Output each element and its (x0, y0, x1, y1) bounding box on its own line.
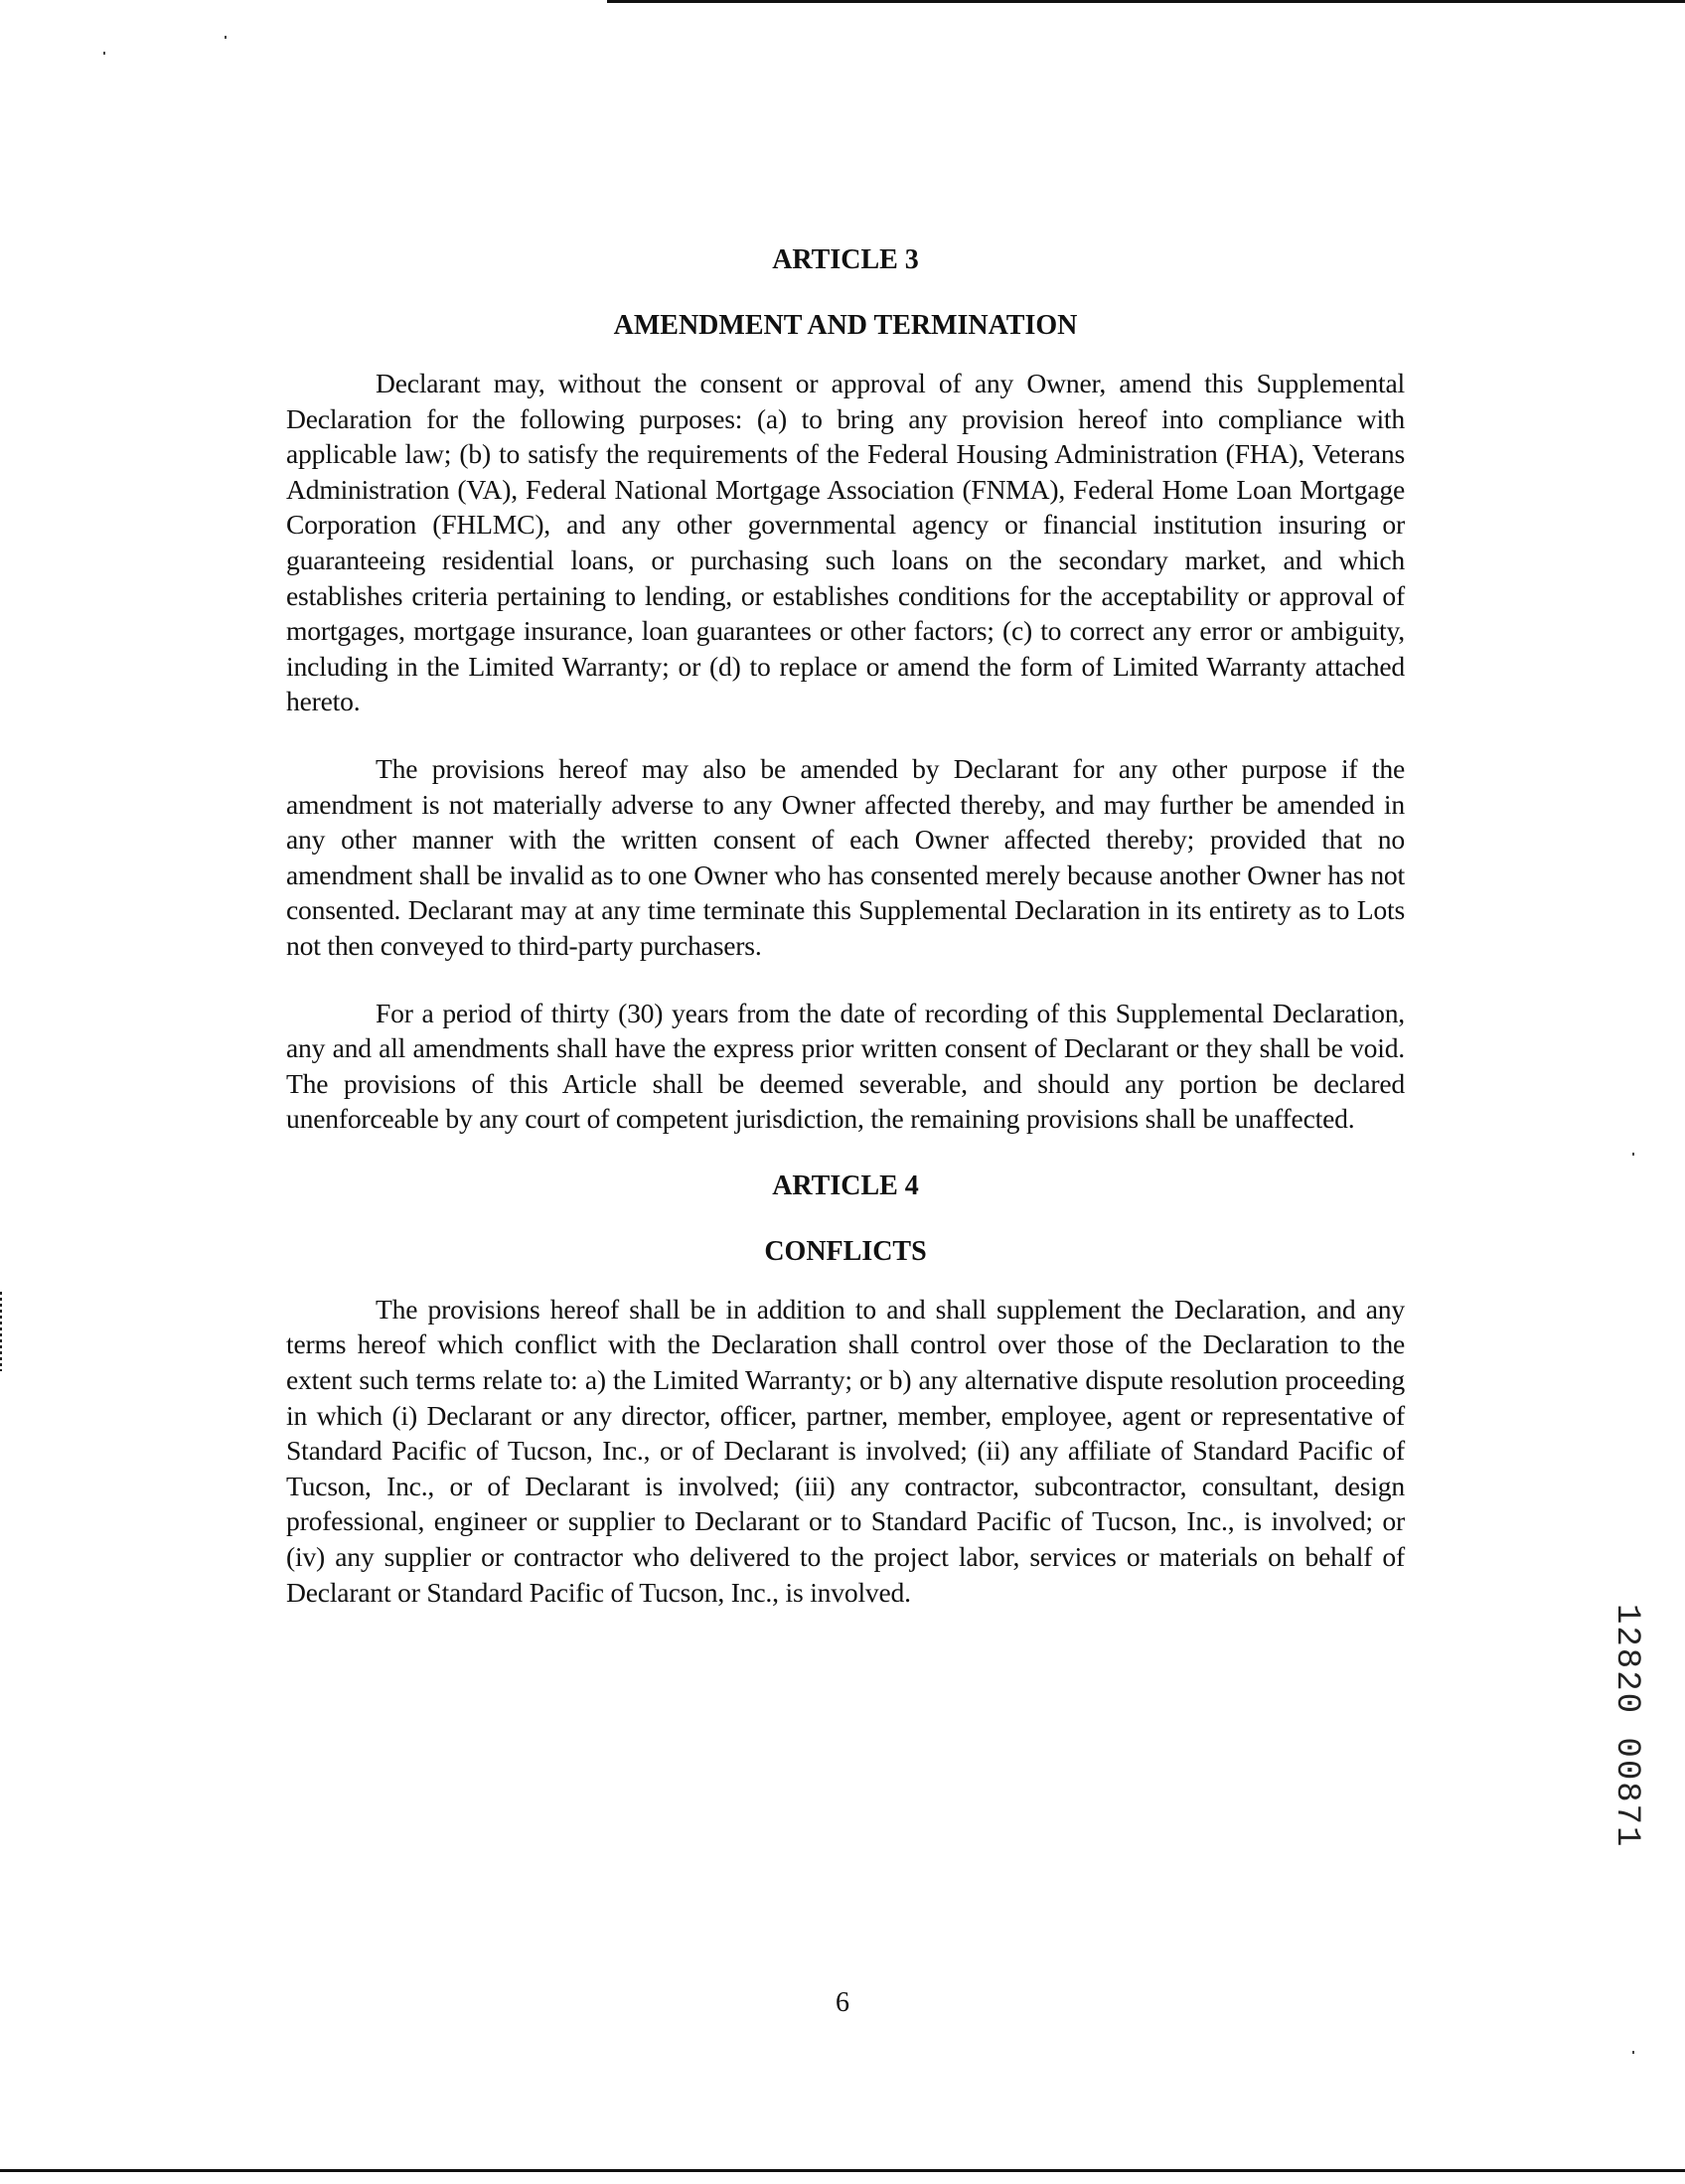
article-4-title: CONFLICTS (764, 1235, 927, 1267)
bottom-scan-border (0, 2169, 1685, 2172)
scan-speck (103, 52, 105, 55)
article-4-heading: ARTICLE 4 (772, 1170, 919, 1201)
scan-speck (1632, 1153, 1634, 1156)
scan-speck (1632, 2051, 1634, 2054)
article-3-title: AMENDMENT AND TERMINATION (613, 310, 1078, 341)
left-scan-edge (0, 1292, 2, 1371)
article-3-paragraph-2: The provisions hereof may also be amended by Declarant for any other purpose if the amendment is not materially adverse to any Owner affected thereby, and may further be amended in any other manner with the written consent of each Owner affected thereby; provided that no amendment shall be invalid as to one Owner who has consented merely because another Owner has not consented. Declarant may at any time terminate this Supplemental Declaration in its entirety as to Lots not then conveyed to third-party purchasers. (286, 752, 1405, 961)
article-4-paragraph-1: The provisions hereof shall be in addition to and shall supplement the Declaration, and any terms hereof which conflict with the Declaration shall control over those of the Declaration to the extent such terms relate to: a) the Limited Warranty; or b) any alternative dispute resolution proceeding in which (i) Declarant or any director, officer, partner, member, employee, agent or representative of Standard Pacific of Tucson, Inc., or of Declarant is involved; (ii) any affiliate of Standard Pacific of Tucson, Inc., or of Declarant is involved; (iii) any contractor, subcontractor, consultant, design professional, engineer or supplier to Declarant or to Standard Pacific of Tucson, Inc., is involved; or (iv) any supplier or contractor who delivered to the project labor, services or materials on behalf of Declarant or Standard Pacific of Tucson, Inc., is involved. (286, 1293, 1405, 1608)
document-body (286, 238, 1405, 1610)
article-3-paragraph-3: For a period of thirty (30) years from the date of recording of this Supplemental Declaration, any and all amendments shall have the express prior written consent of Declarant or they shall be void. The provisions of this Article shall be deemed severable, and should any portion be declared unenforceable by any court of competent jurisdiction, the remaining provisions shall be unaffected. (286, 997, 1405, 1135)
scan-speck (225, 36, 227, 39)
recording-stamp: 12820 00871 (1608, 1604, 1645, 1849)
article-3-heading: ARTICLE 3 (772, 244, 919, 275)
article-3-paragraph-1: Declarant may, without the consent or approval of any Owner, amend this Supplemental Declaration for the following purposes: (a) to bring any provision hereof into compliance with applicable law; (b) to satisfy the requirements of the Federal Housing Administration (FHA), Veterans Administration (VA), Federal National Mortgage Association (FNMA), Federal Home Loan Mortgage Corporation (FHLMC), and any other governmental agency or financial institution insuring or guaranteeing residential loans, or purchasing such loans on the secondary market, and which establishes criteria pertaining to lending, or establishes conditions for the acceptability or approval of mortgages, mortgage insurance, loan guarantees or other factors; (c) to correct any error or ambiguity, including in the Limited Warranty; or (d) to replace or amend the form of Limited Warranty attached hereto. (286, 368, 1405, 717)
top-scan-border (607, 0, 1685, 3)
page-number: 6 (836, 1987, 849, 2018)
